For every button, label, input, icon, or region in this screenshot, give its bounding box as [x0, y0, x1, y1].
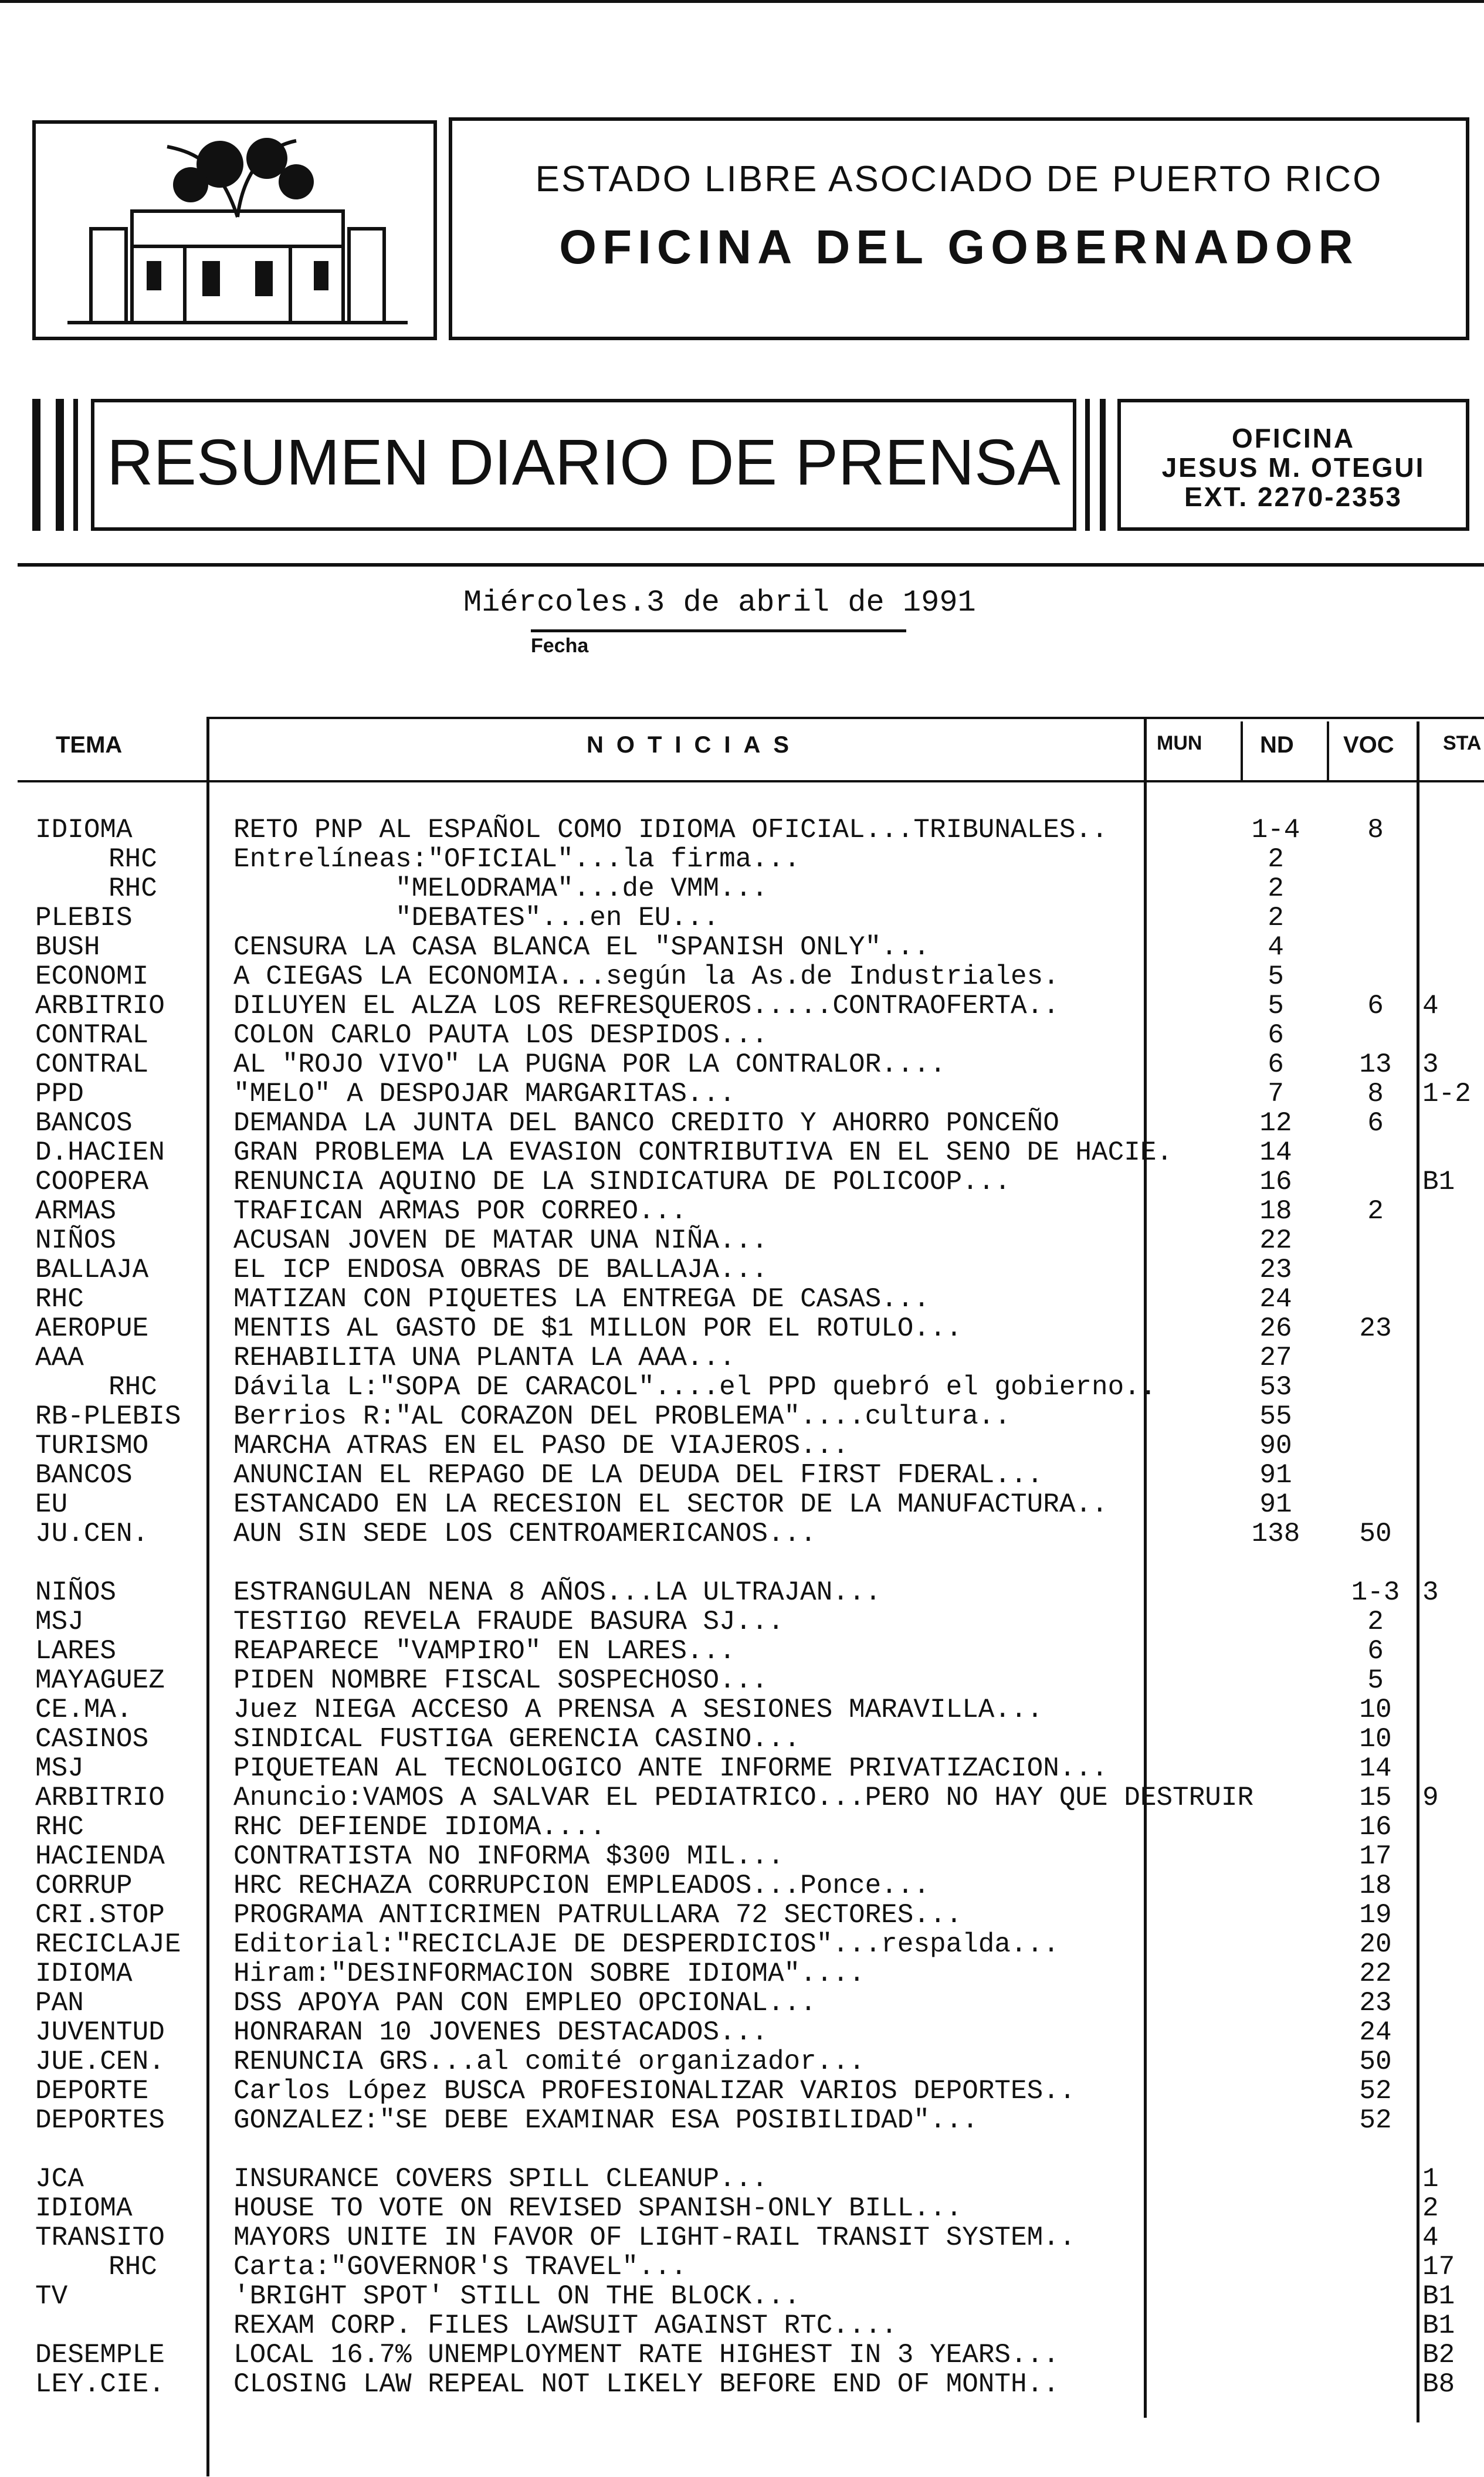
- row-headline: RENUNCIA AQUINO DE LA SINDICATURA DE POLICOOP...: [233, 1167, 1011, 1197]
- row-sta-page: [1422, 1695, 1481, 1724]
- row-topic: BUSH: [35, 932, 100, 963]
- row-topic: CONTRAL: [35, 1020, 149, 1051]
- row-nd-page: [1229, 2106, 1323, 2135]
- row-voc-page: 2: [1367, 1607, 1384, 1637]
- voc-column-header: VOC: [1343, 732, 1394, 758]
- row-sta-page: [1422, 845, 1481, 874]
- row-headline: HOUSE TO VOTE ON REVISED SPANISH-ONLY BILL...: [233, 2193, 963, 2224]
- row-nd-page: 2: [1268, 873, 1284, 904]
- row-voc-page: 16: [1359, 1812, 1392, 1842]
- row-headline: PROGRAMA ANTICRIMEN PATRULLARA 72 SECTORES...: [233, 1900, 963, 1930]
- row-sta-page: [1422, 2076, 1481, 2106]
- row-topic: CE.MA.: [35, 1695, 133, 1725]
- row-topic: PAN: [35, 1988, 84, 2018]
- row-headline: ESTRANGULAN NENA 8 AÑOS...LA ULTRAJAN...: [233, 1577, 882, 1608]
- row-nd-page: [1229, 1871, 1323, 1900]
- tema-column-header: TEMA: [56, 732, 123, 758]
- row-topic: MSJ: [35, 1607, 84, 1637]
- row-voc-page: [1320, 1490, 1431, 1519]
- row-topic: NIÑOS: [35, 1225, 117, 1256]
- row-nd-page: [1229, 2076, 1323, 2106]
- row-topic: BANCOS: [35, 1108, 133, 1138]
- row-sta-page: 1: [1422, 2164, 1439, 2194]
- row-headline: CLOSING LAW REPEAL NOT LIKELY BEFORE END OF MONTH..: [233, 2369, 1059, 2400]
- row-headline: AUN SIN SEDE LOS CENTROAMERICANOS...: [233, 1519, 816, 1549]
- row-topic: ARMAS: [35, 1196, 117, 1226]
- row-voc-page: 6: [1367, 1636, 1384, 1666]
- press-summary-title: RESUMEN DIARIO DE PRENSA: [107, 426, 1061, 499]
- row-headline: DILUYEN EL ALZA LOS REFRESQUEROS.....CONTRAOFERTA..: [233, 991, 1059, 1021]
- row-nd-page: 26: [1259, 1313, 1292, 1344]
- row-voc-page: 10: [1359, 1695, 1392, 1725]
- row-nd-page: [1229, 1578, 1323, 1607]
- row-headline: ESTANCADO EN LA RECESION EL SECTOR DE LA MANUFACTURA..: [233, 1489, 1108, 1520]
- row-voc-page: 20: [1359, 1929, 1392, 1960]
- row-nd-page: [1229, 2047, 1323, 2076]
- row-sta-page: 3: [1422, 1577, 1439, 1608]
- row-headline: MARCHA ATRAS EN EL PASO DE VIAJEROS...: [233, 1431, 849, 1461]
- row-sta-page: [1422, 1285, 1481, 1314]
- row-headline: RENUNCIA GRS...al comité organizador...: [233, 2046, 865, 2077]
- row-sta-page: 4: [1422, 991, 1439, 1021]
- row-topic: MAYAGUEZ: [35, 1665, 165, 1696]
- row-headline: ACUSAN JOVEN DE MATAR UNA NIÑA...: [233, 1225, 768, 1256]
- row-sta-page: [1422, 1402, 1481, 1431]
- row-headline: LOCAL 16.7% UNEMPLOYMENT RATE HIGHEST IN 3 YEARS...: [233, 2340, 1059, 2370]
- row-topic: ECONOMI: [35, 961, 149, 992]
- row-sta-page: 4: [1422, 2222, 1439, 2253]
- banner-rule-left-3: [73, 399, 78, 531]
- row-sta-page: [1422, 1343, 1481, 1373]
- banner-rule-left-2: [56, 399, 64, 531]
- row-topic: ARBITRIO: [35, 991, 165, 1021]
- row-headline: PIQUETEAN AL TECNOLOGICO ANTE INFORME PRIVATIZACION...: [233, 1753, 1108, 1784]
- row-topic: IDIOMA: [35, 1958, 133, 1989]
- row-nd-page: 22: [1259, 1225, 1292, 1256]
- row-headline: Dávila L:"SOPA DE CARACOL"....el PPD quebró el gobierno..: [233, 1372, 1157, 1402]
- row-headline: INSURANCE COVERS SPILL CLEANUP...: [233, 2164, 768, 2194]
- row-nd-page: 6: [1268, 1049, 1284, 1080]
- row-nd-page: 138: [1251, 1519, 1300, 1549]
- row-nd-page: [1229, 2194, 1323, 2223]
- row-sta-page: [1422, 1724, 1481, 1754]
- row-voc-page: 8: [1367, 1079, 1384, 1109]
- banner-rule-mid-2: [1100, 399, 1106, 531]
- row-nd-page: [1229, 2018, 1323, 2047]
- office-contact-name: JESUS M. OTEGUI: [1161, 452, 1425, 483]
- row-headline: Anuncio:VAMOS A SALVAR EL PEDIATRICO...PERO NO HAY QUE DESTRUIR: [233, 1783, 1254, 1813]
- row-topic: ARBITRIO: [35, 1783, 165, 1813]
- fortaleza-seal-icon: [44, 129, 425, 331]
- row-sta-page: 1-2: [1422, 1079, 1471, 1109]
- row-headline: Juez NIEGA ACCESO A PRENSA A SESIONES MARAVILLA...: [233, 1695, 1043, 1725]
- row-nd-page: [1229, 1900, 1323, 1930]
- row-nd-page: [1229, 1695, 1323, 1724]
- row-headline: HRC RECHAZA CORRUPCION EMPLEADOS...Ponce...: [233, 1871, 930, 1901]
- row-sta-page: B8: [1422, 2369, 1455, 2400]
- row-topic: TRANSITO: [35, 2222, 165, 2253]
- row-topic: [35, 2311, 205, 2340]
- row-topic: NIÑOS: [35, 1577, 117, 1608]
- row-topic: RECICLAJE: [35, 1929, 181, 1960]
- row-sta-page: [1422, 1959, 1481, 1988]
- row-sta-page: [1422, 2106, 1481, 2135]
- row-voc-page: 50: [1359, 1519, 1392, 1549]
- row-sta-page: B1: [1422, 2281, 1455, 2312]
- row-sta-page: [1422, 874, 1481, 903]
- row-headline: "DEBATES"...en EU...: [233, 903, 720, 933]
- row-voc-page: [1320, 903, 1431, 933]
- row-headline: EL ICP ENDOSA OBRAS DE BALLAJA...: [233, 1255, 768, 1285]
- row-headline: GONZALEZ:"SE DEBE EXAMINAR ESA POSIBILIDAD"...: [233, 2105, 978, 2136]
- row-voc-page: [1320, 1138, 1431, 1167]
- row-voc-page: [1320, 1343, 1431, 1373]
- row-nd-page: 7: [1268, 1079, 1284, 1109]
- nd-column-header: ND: [1260, 732, 1294, 758]
- row-nd-page: [1229, 1812, 1323, 1842]
- sta-column-header: STA: [1443, 732, 1482, 754]
- row-voc-page: 22: [1359, 1958, 1392, 1989]
- row-voc-page: [1320, 2370, 1431, 2399]
- row-topic: MSJ: [35, 1753, 84, 1784]
- row-topic: RHC: [109, 1372, 157, 1402]
- row-sta-page: [1422, 1607, 1481, 1636]
- row-headline: "MELODRAMA"...de VMM...: [233, 873, 768, 904]
- row-sta-page: 9: [1422, 1783, 1439, 1813]
- row-topic: RHC: [35, 1812, 84, 1842]
- row-sta-page: [1422, 1988, 1481, 2018]
- row-topic: PLEBIS: [35, 903, 133, 933]
- row-sta-page: B1: [1422, 1167, 1455, 1197]
- row-topic: JU.CEN.: [35, 1519, 149, 1549]
- office-title: OFICINA DEL GOBERNADOR: [559, 221, 1359, 274]
- row-headline: A CIEGAS LA ECONOMIA...según la As.de Industriales.: [233, 961, 1059, 992]
- row-topic: RHC: [109, 873, 157, 904]
- row-nd-page: [1229, 2340, 1323, 2370]
- row-voc-page: [1320, 2252, 1431, 2282]
- row-sta-page: [1422, 962, 1481, 991]
- row-sta-page: [1422, 2047, 1481, 2076]
- row-topic: BANCOS: [35, 1460, 133, 1490]
- row-topic: JUVENTUD: [35, 2017, 165, 2048]
- row-nd-page: 5: [1268, 961, 1284, 992]
- nd-column-divider: [1241, 721, 1243, 780]
- row-nd-page: [1229, 1754, 1323, 1783]
- row-voc-page: 23: [1359, 1313, 1392, 1344]
- row-voc-page: [1320, 1255, 1431, 1285]
- row-voc-page: 52: [1359, 2105, 1392, 2136]
- row-topic: CONTRAL: [35, 1049, 149, 1080]
- row-voc-page: 23: [1359, 1988, 1392, 2018]
- row-nd-page: 5: [1268, 991, 1284, 1021]
- commonwealth-title: ESTADO LIBRE ASOCIADO DE PUERTO RICO: [535, 159, 1383, 199]
- row-headline: Carlos López BUSCA PROFESIONALIZAR VARIOS DEPORTES..: [233, 2076, 1076, 2106]
- row-nd-page: [1229, 2370, 1323, 2399]
- row-headline: ANUNCIAN EL REPAGO DE LA DEUDA DEL FIRST FDERAL...: [233, 1460, 1043, 1490]
- row-sta-page: [1422, 1930, 1481, 1959]
- row-voc-page: [1320, 2282, 1431, 2311]
- row-voc-page: 15: [1359, 1783, 1392, 1813]
- row-nd-page: 23: [1259, 1255, 1292, 1285]
- row-topic: JCA: [35, 2164, 84, 2194]
- row-topic: COOPERA: [35, 1167, 149, 1197]
- row-headline: DSS APOYA PAN CON EMPLEO OPCIONAL...: [233, 1988, 816, 2018]
- row-nd-page: 91: [1259, 1460, 1292, 1490]
- row-nd-page: [1229, 1724, 1323, 1754]
- row-sta-page: [1422, 1900, 1481, 1930]
- row-nd-page: 16: [1259, 1167, 1292, 1197]
- row-topic: RB-PLEBIS: [35, 1401, 181, 1432]
- row-nd-page: 24: [1259, 1284, 1292, 1314]
- row-nd-page: [1229, 1666, 1323, 1695]
- row-voc-page: 19: [1359, 1900, 1392, 1930]
- row-voc-page: [1320, 1226, 1431, 1255]
- row-voc-page: 14: [1359, 1753, 1392, 1784]
- row-sta-page: [1422, 1138, 1481, 1167]
- row-voc-page: [1320, 2194, 1431, 2223]
- row-sta-page: [1422, 1197, 1481, 1226]
- row-headline: MENTIS AL GASTO DE $1 MILLON POR EL ROTULO...: [233, 1313, 963, 1344]
- row-topic: DESEMPLE: [35, 2340, 165, 2370]
- row-voc-page: 50: [1359, 2046, 1392, 2077]
- row-sta-page: [1422, 1842, 1481, 1871]
- row-voc-page: 10: [1359, 1724, 1392, 1754]
- row-voc-page: [1320, 1373, 1431, 1402]
- row-nd-page: 12: [1259, 1108, 1292, 1138]
- tema-column-divider: [206, 717, 209, 2476]
- row-headline: Berrios R:"AL CORAZON DEL PROBLEMA"....cultura..: [233, 1401, 1011, 1432]
- row-voc-page: 2: [1367, 1196, 1384, 1226]
- row-headline: PIDEN NOMBRE FISCAL SOSPECHOSO...: [233, 1665, 768, 1696]
- row-headline: CENSURA LA CASA BLANCA EL "SPANISH ONLY"...: [233, 932, 930, 963]
- row-nd-page: 2: [1268, 844, 1284, 875]
- row-voc-page: [1320, 933, 1431, 962]
- row-sta-page: B2: [1422, 2340, 1455, 2370]
- row-topic: RHC: [35, 1284, 84, 1314]
- table-header-rule: [18, 780, 1484, 782]
- row-headline: HONRARAN 10 JOVENES DESTACADOS...: [233, 2017, 768, 2048]
- row-sta-page: B1: [1422, 2310, 1455, 2341]
- row-topic: DEPORTES: [35, 2105, 165, 2136]
- row-voc-page: 8: [1367, 815, 1384, 845]
- row-headline: CONTRATISTA NO INFORMA $300 MIL...: [233, 1841, 784, 1872]
- row-headline: REAPARECE "VAMPIRO" EN LARES...: [233, 1636, 736, 1666]
- row-headline: Carta:"GOVERNOR'S TRAVEL"...: [233, 2252, 687, 2282]
- row-voc-page: [1320, 874, 1431, 903]
- row-topic: AEROPUE: [35, 1313, 149, 1344]
- row-nd-page: [1229, 2311, 1323, 2340]
- row-voc-page: [1320, 1167, 1431, 1197]
- row-sta-page: [1422, 1871, 1481, 1900]
- row-topic: RHC: [109, 2252, 157, 2282]
- row-voc-page: [1320, 1402, 1431, 1431]
- row-topic: LARES: [35, 1636, 117, 1666]
- row-sta-page: [1422, 1519, 1481, 1548]
- top-edge-line: [0, 0, 1484, 3]
- row-topic: LEY.CIE.: [35, 2369, 165, 2400]
- row-voc-page: 13: [1359, 1049, 1392, 1080]
- table-top-rule: [208, 717, 1484, 719]
- row-headline: MAYORS UNITE IN FAVOR OF LIGHT-RAIL TRANSIT SYSTEM..: [233, 2222, 1076, 2253]
- row-topic: HACIENDA: [35, 1841, 165, 1872]
- row-voc-page: 6: [1367, 1108, 1384, 1138]
- row-nd-page: 53: [1259, 1372, 1292, 1402]
- row-headline: RHC DEFIENDE IDIOMA....: [233, 1812, 606, 1842]
- row-nd-page: [1229, 2282, 1323, 2311]
- banner-bottom-rule: [18, 563, 1484, 567]
- row-headline: Editorial:"RECICLAJE DE DESPERDICIOS"...respalda...: [233, 1929, 1059, 1960]
- row-topic: RHC: [109, 844, 157, 875]
- row-headline: TRAFICAN ARMAS POR CORREO...: [233, 1196, 687, 1226]
- row-voc-page: 17: [1359, 1841, 1392, 1872]
- row-topic: PPD: [35, 1079, 84, 1109]
- row-sta-page: [1422, 1021, 1481, 1050]
- row-nd-page: [1229, 2164, 1323, 2194]
- row-headline: GRAN PROBLEMA LA EVASION CONTRIBUTIVA EN EL SENO DE HACIE.: [233, 1137, 1173, 1168]
- row-voc-page: [1320, 962, 1431, 991]
- row-nd-page: [1229, 2223, 1323, 2252]
- row-voc-page: 24: [1359, 2017, 1392, 2048]
- row-voc-page: [1320, 1285, 1431, 1314]
- row-sta-page: [1422, 1314, 1481, 1343]
- row-topic: CASINOS: [35, 1724, 149, 1754]
- banner-rule-mid-1: [1085, 399, 1090, 531]
- date-underline: [531, 629, 906, 632]
- row-sta-page: [1422, 1666, 1481, 1695]
- row-topic: IDIOMA: [35, 815, 133, 845]
- row-nd-page: 18: [1259, 1196, 1292, 1226]
- row-sta-page: [1422, 1754, 1481, 1783]
- row-headline: Hiram:"DESINFORMACION SOBRE IDIOMA"....: [233, 1958, 865, 1989]
- row-nd-page: [1229, 1930, 1323, 1959]
- row-topic: JUE.CEN.: [35, 2046, 165, 2077]
- row-nd-page: [1229, 1636, 1323, 1666]
- row-nd-page: 1-4: [1251, 815, 1300, 845]
- row-headline: TESTIGO REVELA FRAUDE BASURA SJ...: [233, 1607, 784, 1637]
- row-sta-page: 3: [1422, 1049, 1439, 1080]
- row-headline: COLON CARLO PAUTA LOS DESPIDOS...: [233, 1020, 768, 1051]
- row-sta-page: [1422, 903, 1481, 933]
- date-value: Miércoles.3 de abril de 1991: [463, 585, 976, 620]
- row-topic: CRI.STOP: [35, 1900, 165, 1930]
- row-sta-page: [1422, 1461, 1481, 1490]
- row-sta-page: [1422, 1373, 1481, 1402]
- row-nd-page: 91: [1259, 1489, 1292, 1520]
- row-sta-page: [1422, 1812, 1481, 1842]
- row-topic: TV: [35, 2281, 68, 2312]
- row-sta-page: [1422, 1226, 1481, 1255]
- row-topic: D.HACIEN: [35, 1137, 165, 1168]
- row-headline: REXAM CORP. FILES LAWSUIT AGAINST RTC....: [233, 2310, 897, 2341]
- row-voc-page: 5: [1367, 1665, 1384, 1696]
- row-nd-page: [1229, 1783, 1323, 1812]
- row-sta-page: [1422, 1636, 1481, 1666]
- row-nd-page: 6: [1268, 1020, 1284, 1051]
- row-headline: Entrelíneas:"OFICIAL"...la firma...: [233, 844, 801, 875]
- row-voc-page: [1320, 2223, 1431, 2252]
- row-voc-page: [1320, 845, 1431, 874]
- row-headline: RETO PNP AL ESPAÑOL COMO IDIOMA OFICIAL...TRIBUNALES..: [233, 815, 1108, 845]
- row-headline: DEMANDA LA JUNTA DEL BANCO CREDITO Y AHORRO PONCEÑO: [233, 1108, 1059, 1138]
- row-topic: DEPORTE: [35, 2076, 149, 2106]
- row-nd-page: [1229, 2252, 1323, 2282]
- row-nd-page: [1229, 1959, 1323, 1988]
- voc-column-divider: [1327, 721, 1329, 780]
- row-voc-page: [1320, 1431, 1431, 1461]
- row-voc-page: [1320, 1021, 1431, 1050]
- row-sta-page: [1422, 1255, 1481, 1285]
- row-voc-page: [1320, 2311, 1431, 2340]
- office-extension: EXT. 2270-2353: [1184, 482, 1402, 512]
- row-nd-page: 90: [1259, 1431, 1292, 1461]
- row-headline: REHABILITA UNA PLANTA LA AAA...: [233, 1343, 736, 1373]
- row-nd-page: [1229, 1842, 1323, 1871]
- row-topic: AAA: [35, 1343, 84, 1373]
- row-sta-page: [1422, 1109, 1481, 1138]
- row-nd-page: 14: [1259, 1137, 1292, 1168]
- row-voc-page: [1320, 2164, 1431, 2194]
- row-sta-page: 17: [1422, 2252, 1455, 2282]
- row-headline: 'BRIGHT SPOT' STILL ON THE BLOCK...: [233, 2281, 801, 2312]
- row-topic: CORRUP: [35, 1871, 133, 1901]
- row-nd-page: 27: [1259, 1343, 1292, 1373]
- row-nd-page: 4: [1268, 932, 1284, 963]
- row-topic: IDIOMA: [35, 2193, 133, 2224]
- row-voc-page: 18: [1359, 1871, 1392, 1901]
- row-sta-page: [1422, 1490, 1481, 1519]
- row-sta-page: [1422, 1431, 1481, 1461]
- row-voc-page: 52: [1359, 2076, 1392, 2106]
- row-voc-page: 1-3: [1351, 1577, 1400, 1608]
- noticias-column-header: NOTICIAS: [587, 732, 802, 758]
- row-voc-page: [1320, 1461, 1431, 1490]
- row-sta-page: 2: [1422, 2193, 1439, 2224]
- row-sta-page: [1422, 815, 1481, 845]
- office-label: OFICINA: [1231, 423, 1356, 453]
- row-nd-page: [1229, 1607, 1323, 1636]
- row-voc-page: [1320, 2340, 1431, 2370]
- row-headline: SINDICAL FUSTIGA GERENCIA CASINO...: [233, 1724, 801, 1754]
- mun-column-header: MUN: [1157, 732, 1202, 754]
- row-headline: "MELO" A DESPOJAR MARGARITAS...: [233, 1079, 736, 1109]
- row-topic: BALLAJA: [35, 1255, 149, 1285]
- row-headline: AL "ROJO VIVO" LA PUGNA POR LA CONTRALOR....: [233, 1049, 946, 1080]
- row-nd-page: 2: [1268, 903, 1284, 933]
- row-nd-page: [1229, 1988, 1323, 2018]
- row-voc-page: 6: [1367, 991, 1384, 1021]
- row-topic: EU: [35, 1489, 68, 1520]
- row-nd-page: 55: [1259, 1401, 1292, 1432]
- row-headline: MATIZAN CON PIQUETES LA ENTREGA DE CASAS...: [233, 1284, 930, 1314]
- row-sta-page: [1422, 2018, 1481, 2047]
- banner-rule-left-1: [32, 399, 40, 531]
- date-label: Fecha: [531, 635, 589, 657]
- row-topic: TURISMO: [35, 1431, 149, 1461]
- row-sta-page: [1422, 933, 1481, 962]
